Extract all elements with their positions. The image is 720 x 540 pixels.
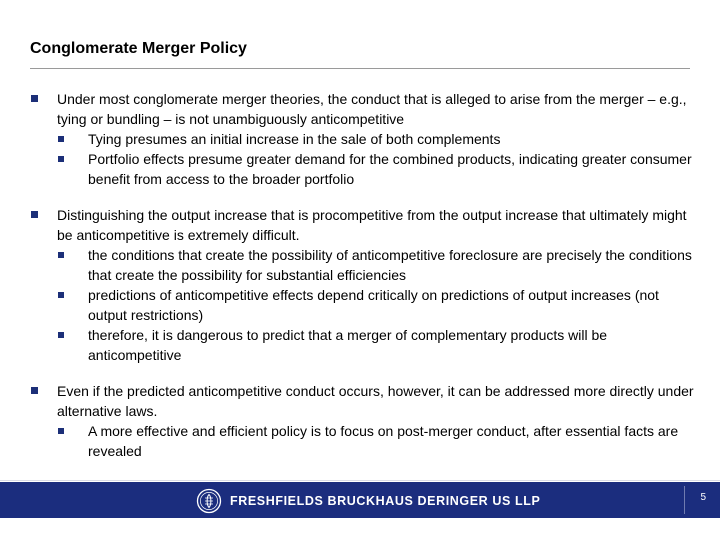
square-bullet-icon <box>58 252 64 258</box>
square-bullet-icon <box>31 211 38 218</box>
bullet-item <box>30 381 695 461</box>
sub-bullet-text: A more effective and efficient policy is to focus on post-merger conduct, after essential facts are revealed <box>88 423 679 459</box>
sub-bullet-text: predictions of anticompetitive effects depend critically on predictions of output increases (not output restrictions) <box>88 287 659 323</box>
bullet-item <box>30 89 695 189</box>
firm-logo <box>196 487 540 514</box>
slide-title: Conglomerate Merger Policy <box>30 40 247 57</box>
sub-bullet-text: the conditions that create the possibility of anticompetitive foreclosure are precisely the conditions that create the possibility for substantial efficiencies <box>88 247 692 283</box>
sub-bullet-list <box>57 129 695 189</box>
square-bullet-icon <box>58 332 64 338</box>
bullet-text: Even if the predicted anticompetitive conduct occurs, however, it can be addressed more directly under alternative laws. <box>57 383 694 419</box>
sub-bullet-item <box>57 325 695 365</box>
footer-divider <box>684 486 685 514</box>
sub-bullet-list <box>57 421 695 461</box>
footer-top-rule <box>0 480 720 481</box>
square-bullet-icon <box>31 387 38 394</box>
square-bullet-icon <box>58 136 64 142</box>
sub-bullet-item <box>57 129 695 149</box>
firm-name: FRESHFIELDS BRUCKHAUS DERINGER US LLP <box>230 493 541 508</box>
title-divider <box>30 68 690 69</box>
bullet-item <box>30 205 695 365</box>
square-bullet-icon <box>58 156 64 162</box>
square-bullet-icon <box>31 95 38 102</box>
sub-bullet-text: therefore, it is dangerous to predict that a merger of complementary products will be anticompetitive <box>88 327 608 363</box>
sub-bullet-item <box>57 245 695 285</box>
square-bullet-icon <box>58 292 64 298</box>
square-bullet-icon <box>58 428 64 434</box>
sub-bullet-list <box>57 245 695 365</box>
sub-bullet-text: Tying presumes an initial increase in the sale of both complements <box>88 131 501 147</box>
sub-bullet-item <box>57 285 695 325</box>
sub-bullet-item <box>57 421 695 461</box>
freshfields-emblem-icon <box>196 488 222 514</box>
sub-bullet-item <box>57 149 695 189</box>
sub-bullet-text: Portfolio effects presume greater demand for the combined products, indicating greater consumer benefit from access to the broader portfolio <box>88 151 692 187</box>
bullet-list <box>30 89 695 477</box>
page-number: 5 <box>700 492 706 503</box>
bullet-text: Under most conglomerate merger theories, the conduct that is alleged to arise from the merger – e.g., tying or bundling – is not unambiguously anticompetitive <box>57 91 687 127</box>
bullet-text: Distinguishing the output increase that is procompetitive from the output increase that ultimately might be anticompetitive is extremely difficult. <box>57 207 687 243</box>
